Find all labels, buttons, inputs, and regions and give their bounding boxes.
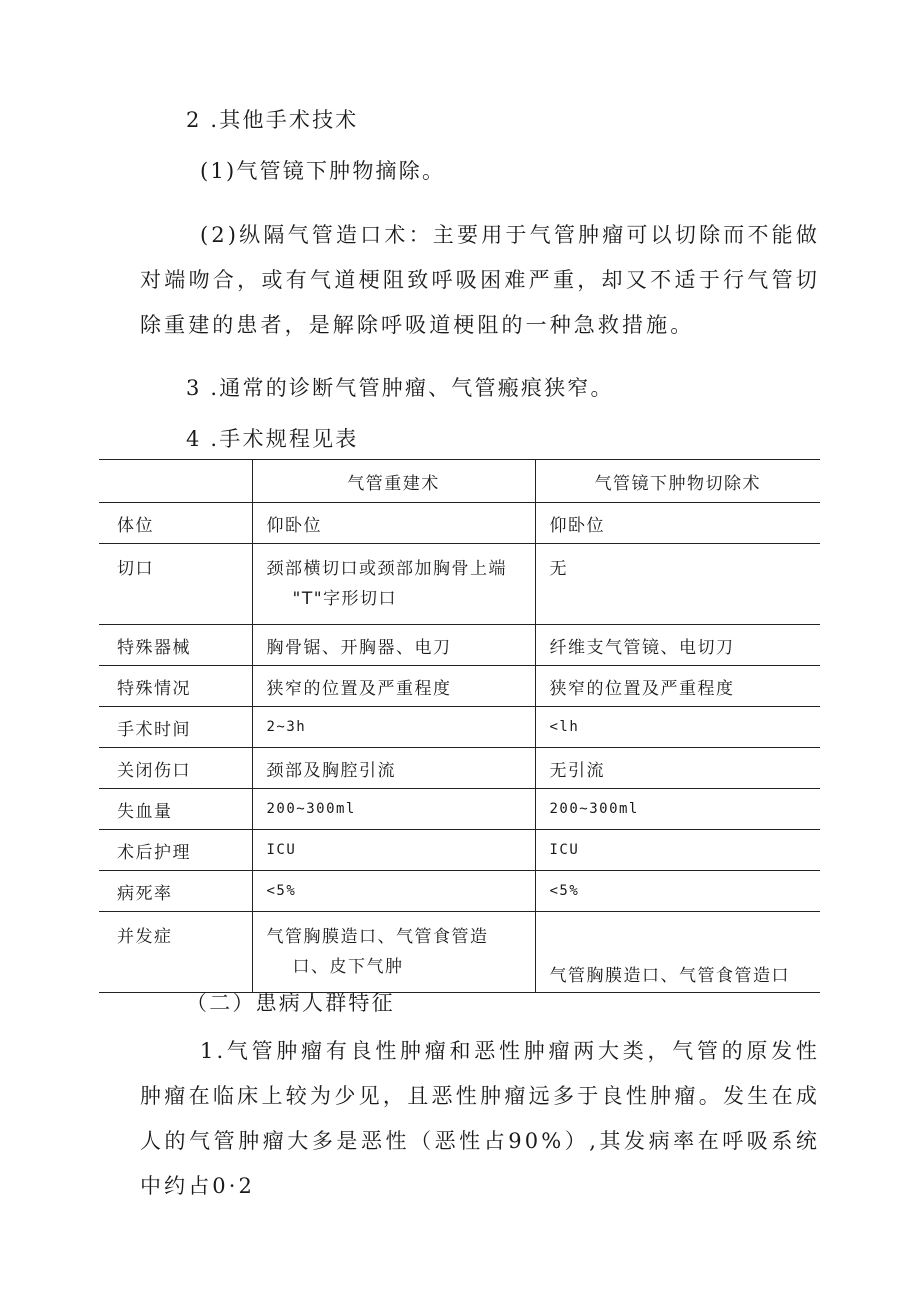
table-cell-line: "T"字形切口 [292,589,398,609]
table-cell: 2~3h [252,707,535,748]
row-label: 体位 [99,503,252,544]
table-row [99,830,820,871]
table-cell-line: 颈部横切口或颈部加胸骨上端 [266,559,507,579]
row-label: 术后护理 [99,830,252,871]
table-cell-line: 口、皮下气肿 [292,957,404,977]
table-cell: 纤维支气管镜、电切刀 [535,625,820,666]
table-cell: 200~300ml [535,789,820,830]
table-cell: 无 [535,544,820,625]
table-row [99,789,820,830]
row-label: 特殊器械 [99,625,252,666]
table-cell: 无引流 [535,748,820,789]
row-label: 并发症 [99,912,252,993]
table-row [99,544,820,625]
table-header-cell: 气管镜下肿物切除术 [535,460,820,503]
list-item-2: (2)纵隔气管造口术：主要用于气管肿瘤可以切除而不能做对端吻合，或有气道梗阻致呼吸困难严重，却又不适于行气管切除重建的患者，是解除呼吸道梗阻的一种急救措施。 [140,223,820,337]
table-cell: 仰卧位 [535,503,820,544]
table-row [99,503,820,544]
table-row [99,748,820,789]
table-header-cell [99,460,252,503]
table-cell [252,912,535,993]
table-cell: <lh [535,707,820,748]
section-heading-ii: （二）患病人群特征 [186,991,395,1015]
table-header-row [99,460,820,503]
table-cell: 狭窄的位置及严重程度 [252,666,535,707]
table-cell: 200~300ml [252,789,535,830]
table-cell: 胸骨锯、开胸器、电刀 [252,625,535,666]
section-heading-2: 2 .其他手术技术 [186,108,359,132]
table-row [99,707,820,748]
table-cell: ICU [252,830,535,871]
table-row [99,666,820,707]
row-label: 关闭伤口 [99,748,252,789]
row-label: 特殊情况 [99,666,252,707]
table-cell: 气管胸膜造口、气管食管造口 [535,912,820,993]
list-item-1: (1)气管镜下肿物摘除。 [200,159,446,183]
row-label: 手术时间 [99,707,252,748]
table-cell: <5% [252,871,535,912]
procedure-table [99,459,820,993]
table-cell: <5% [535,871,820,912]
section-heading-4: 4 .手术规程见表 [186,427,359,451]
table-cell: 颈部及胸腔引流 [252,748,535,789]
row-label: 失血量 [99,789,252,830]
table-cell: 狭窄的位置及严重程度 [535,666,820,707]
table-header-cell: 气管重建术 [252,460,535,503]
table-cell: 仰卧位 [252,503,535,544]
table-cell: ICU [535,830,820,871]
section-heading-3: 3 .通常的诊断气管肿瘤、气管瘢痕狭窄。 [186,376,614,400]
table-cell-line: 气管胸膜造口、气管食管造 [266,927,489,947]
table-row [99,871,820,912]
body-paragraph: 1.气管肿瘤有良性肿瘤和恶性肿瘤两大类，气管的原发性肿瘤在临床上较为少见，且恶性肿瘤远多于良性肿瘤。发生在成人的气管肿瘤大多是恶性（恶性占90%）,其发病率在呼吸系统中约占0·2 [140,1039,820,1198]
table-row [99,625,820,666]
row-label: 切口 [99,544,252,625]
table-cell [252,544,535,625]
table-row [99,912,820,993]
row-label: 病死率 [99,871,252,912]
